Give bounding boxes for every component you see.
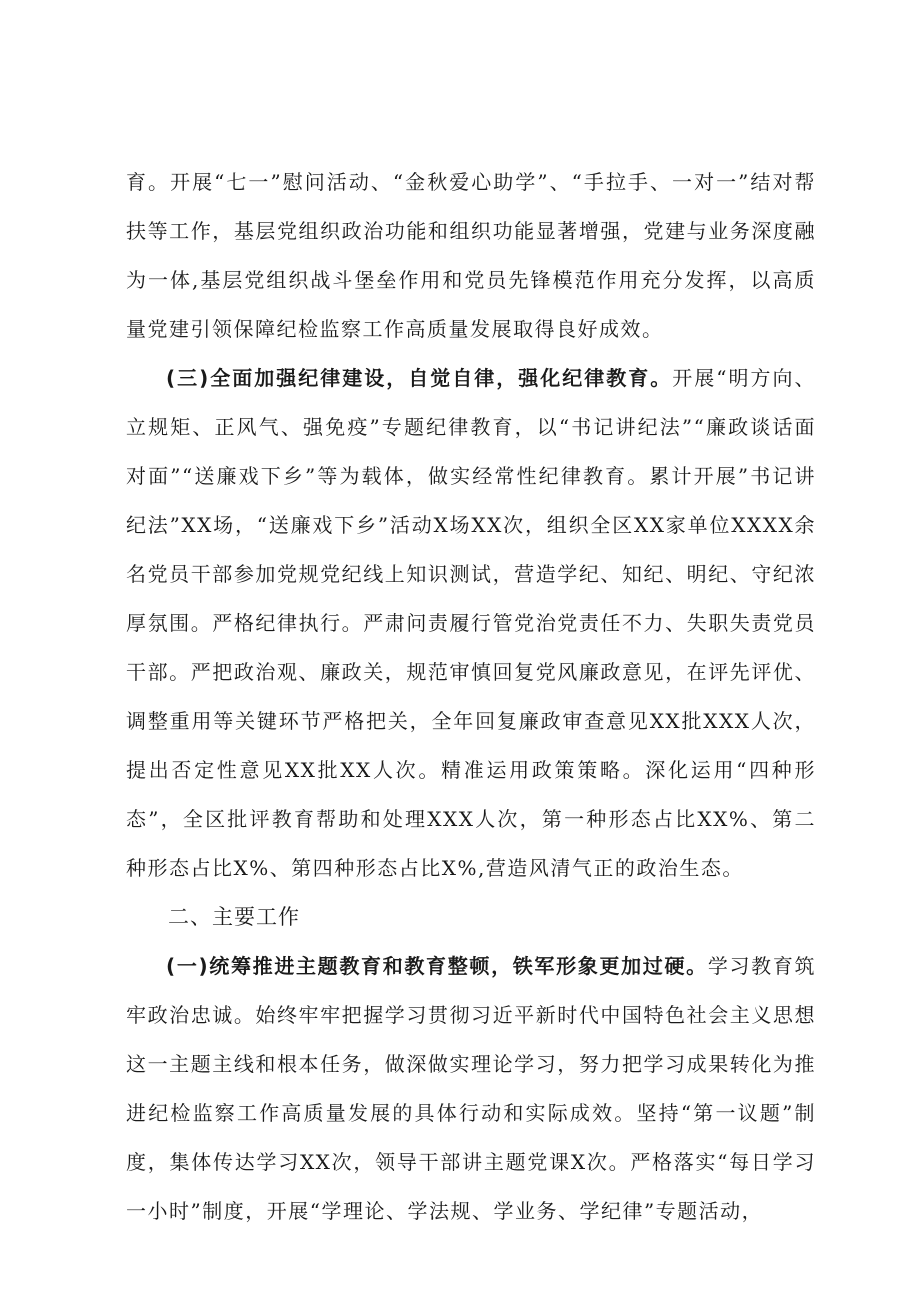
paragraph-continuation: 育。开展“七一”慰问活动、“金秋爱心助学”、“手拉手、一对一”结对帮扶等工作，基层党组织政治功能和组织功能显著增强，党建与业务深度融为一体,基层党组织战斗堡垒作用和党员先锋模范作用充分发挥，以高质量党建引领保障纪检监察工作高质量发展取得良好成效。	[126, 170, 816, 341]
paragraph-lead-heading: (三)全面加强纪律建设，自觉自律，强化纪律教育。	[166, 366, 673, 390]
document-body	[126, 158, 816, 1236]
paragraph-lead-heading: (一)统筹推进主题教育和教育整顿，铁军形象更加过硬。	[166, 954, 708, 978]
paragraph-body-text: 学习教育筑牢政治忠诚。始终牢牢把握学习贯彻习近平新时代中国特色社会主义思想这一主题主线和根本任务，做深做实理论学习，努力把学习成果转化为推进纪检监察工作高质量发展的具体行动和实际成效。坚持“第一议题”制度，集体传达学习XX次，领导干部讲主题党课X次。严格落实“每日学习一小时”制度，开展“学理论、学法规、学业务、学纪律”专题活动，	[126, 954, 817, 1223]
section-heading-main-work: 二、主要工作	[168, 905, 300, 929]
paragraph-discipline-building	[126, 354, 816, 893]
paragraph-theme-education	[126, 942, 816, 1236]
paragraph-body-text: 开展“明方向、立规矩、正风气、强免疫”专题纪律教育，以“书记讲纪法”“廉政谈话面对面”“送廉戏下乡”等为载体，做实经常性纪律教育。累计开展”书记讲纪法”XX场，“送廉戏下乡”活动X场XX次，组织全区XX家单位XXXX余名党员干部参加党规党纪线上知识测试，营造学纪、知纪、明纪、守纪浓厚氛围。严格纪律执行。严肃问责履行管党治党责任不力、失职失责党员干部。严把政治观、廉政关，规范审慎回复党风廉政意见，在评先评优、调整重用等关键环节严格把关，全年回复廉政审查意见XX批XXX人次，提出否定性意见XX批XX人次。精准运用政策策略。深化运用“四种形态”，全区批评教育帮助和处理XXX人次，第一种形态占比XX%、第二种形态占比X%、第四种形态占比X%,营造风清气正的政治生态。	[126, 366, 817, 880]
